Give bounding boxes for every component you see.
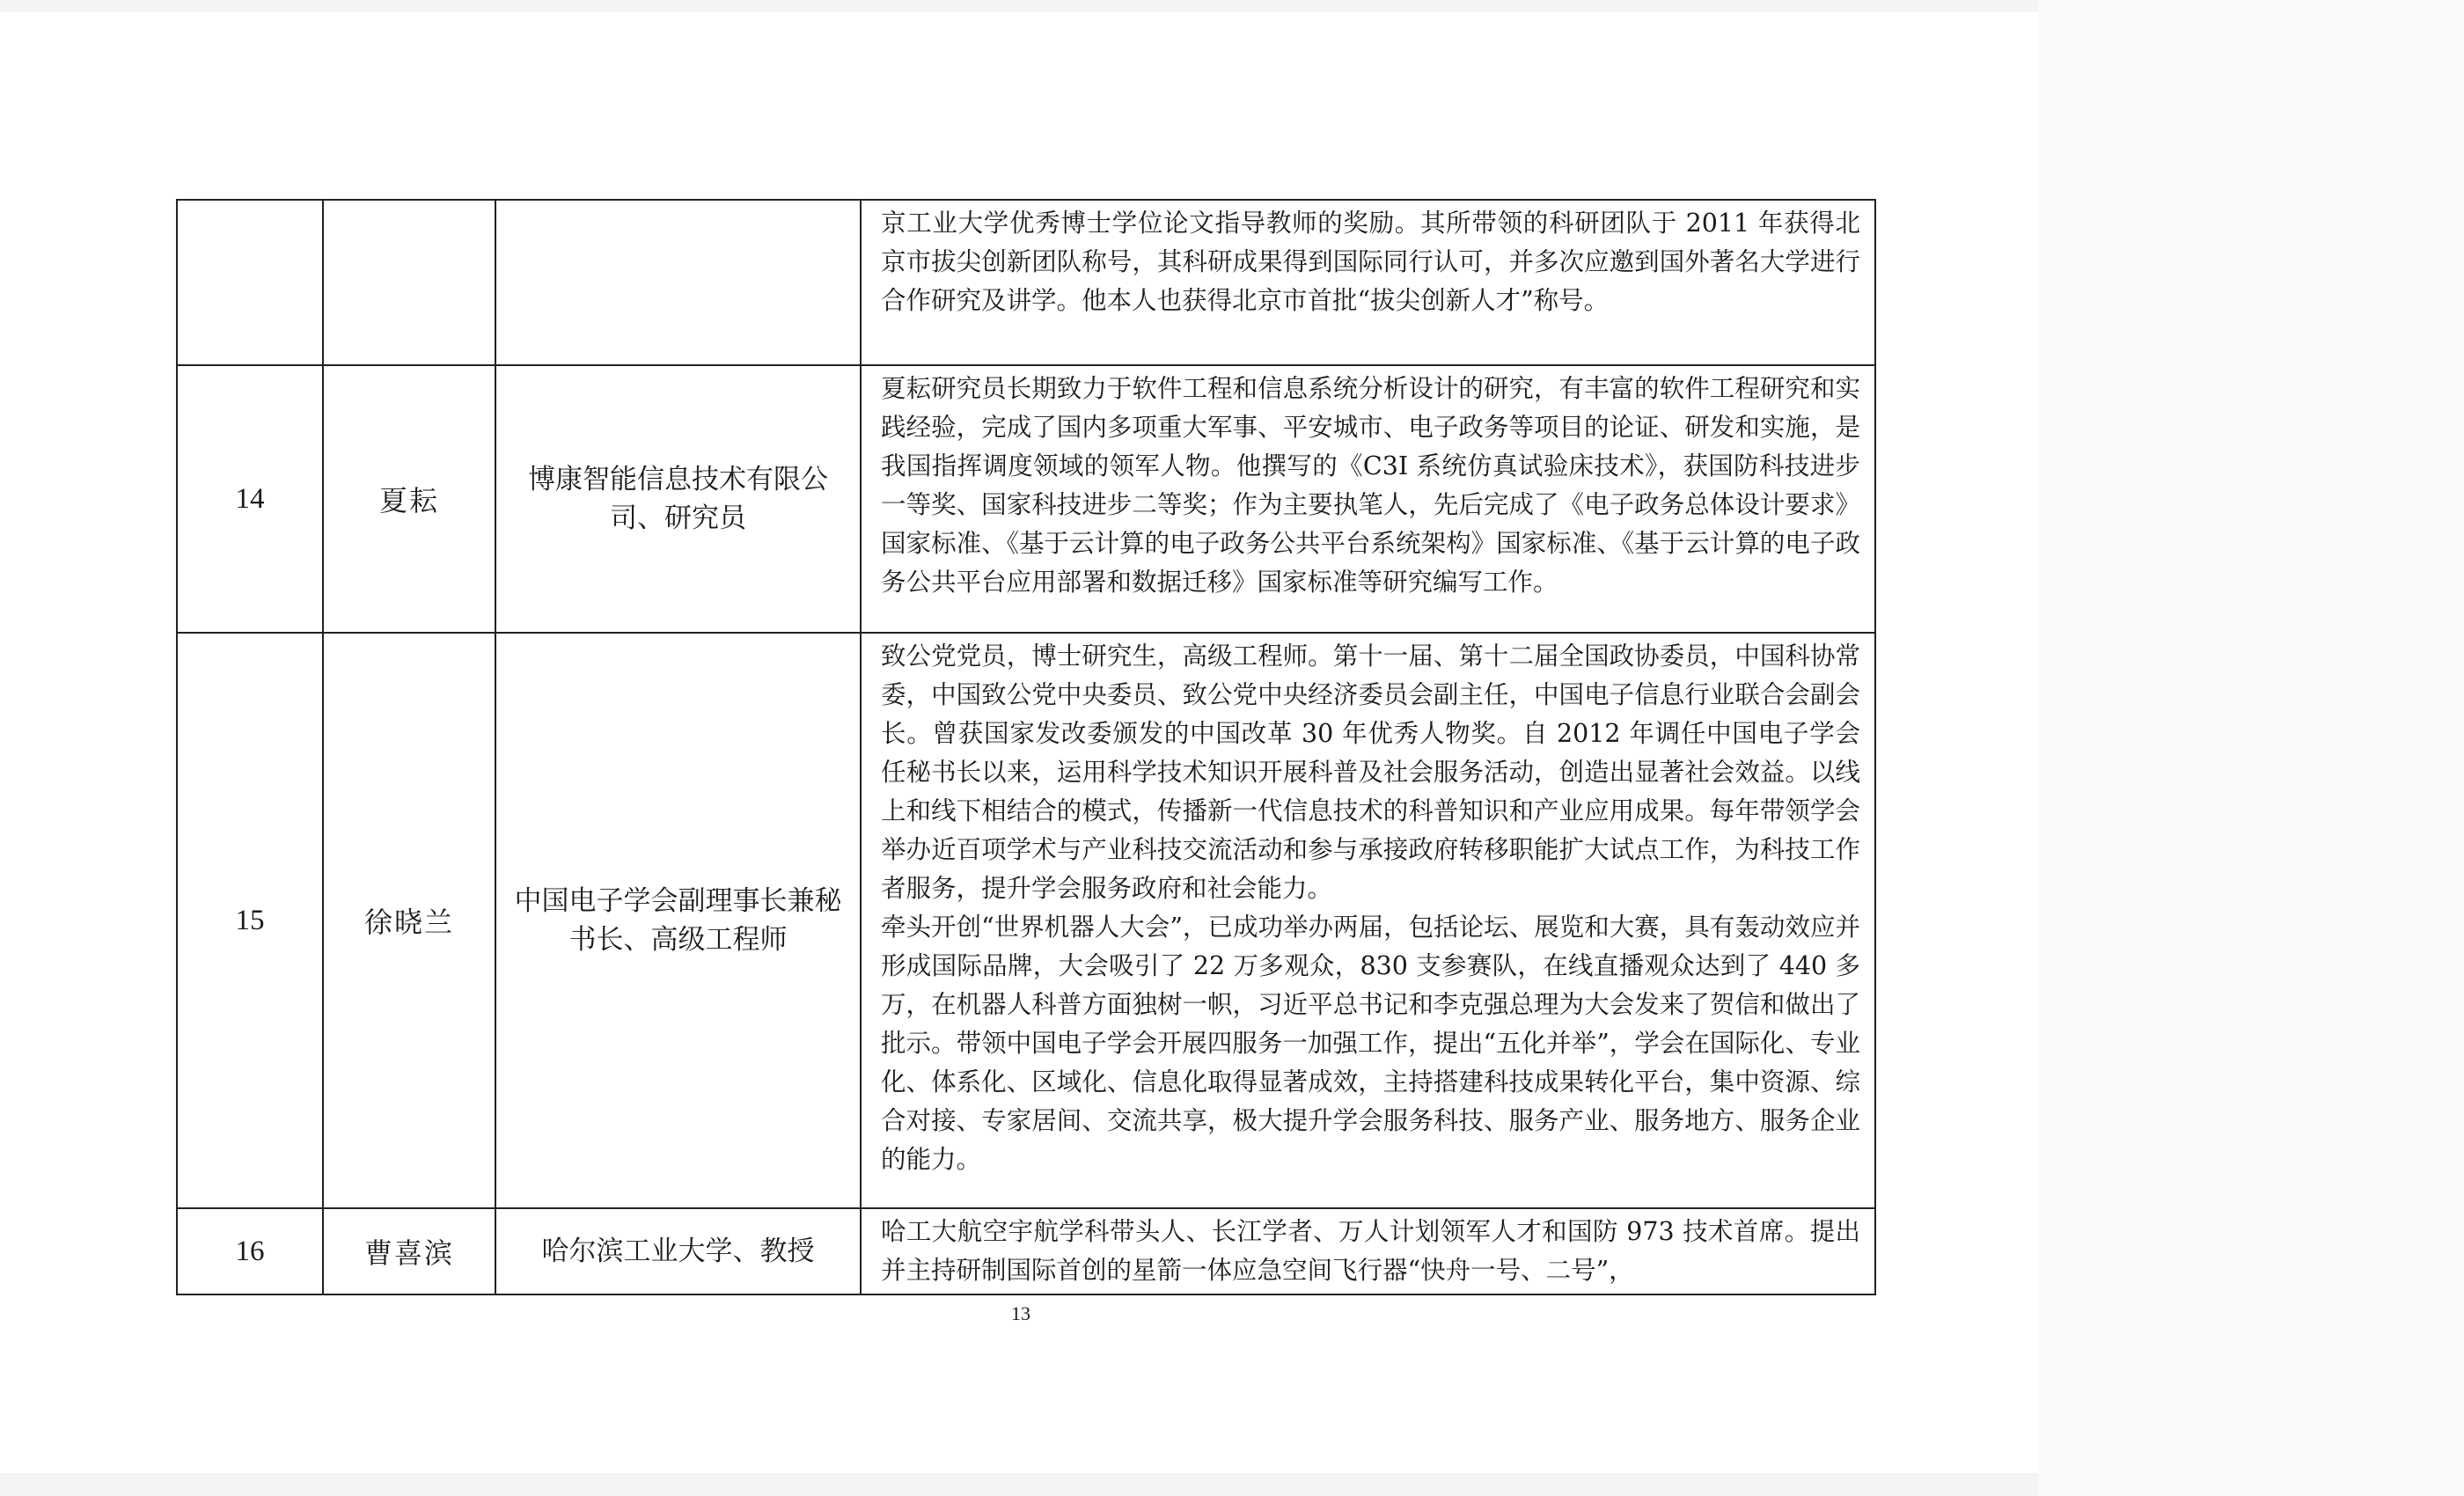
description-paragraph: 致公党党员，博士研究生，高级工程师。第十一届、第十二届全国政协委员，中国科协常委，中国致公党中央委员、致公党中央经济委员会副主任，中国电子信息行业联合会副会长。曾获国家发改委颁发的中国改革 30 年优秀人物奖。自 2012 年调任中国电子学会任秘书长以来，运用科学技术知识开展科普及社会服务活动，创造出显著社会效益。以线上和线下相结合的模式，传播新一代信息技术的科普知识和产业应用成果。每年带领学会举办近百项学术与产业科技交流活动和参与承接政府转移职能扩大试点工作，为科技工作者服务，提升学会服务政府和社会能力。 bbox=[881, 642, 1860, 903]
person-name-cell: 徐晓兰 bbox=[323, 633, 495, 1208]
description-paragraph: 京工业大学优秀博士学位论文指导教师的奖励。其所带领的科研团队于 2011 年获得北京市拔尖创新团队称号，其科研成果得到国际同行认可，并多次应邀到国外著名大学进行合作研究及讲学。他本人也获得北京市首批“拔尖创新人才”称号。 bbox=[881, 209, 1860, 315]
unit-title-cell bbox=[495, 200, 861, 365]
row-number-cell bbox=[177, 200, 323, 365]
person-name-cell: 曹喜滨 bbox=[323, 1208, 495, 1294]
row-number-cell: 16 bbox=[177, 1208, 323, 1294]
description-paragraph: 牵头开创“世界机器人大会”，已成功举办两届，包括论坛、展览和大赛，具有轰动效应并形成国际品牌，大会吸引了 22 万多观众，830 支参赛队，在线直播观众达到了 440 多万，在机器人科普方面独树一帜，习近平总书记和李克强总理为大会发来了贺信和做出了批示。带领中国电子学会开展四服务一加强工作，提出“五化并举”，学会在国际化、专业化、体系化、区域化、信息化取得显著成效，主持搭建科技成果转化平台，集中资源、综合对接、专家居间、交流共享，极大提升学会服务科技、服务产业、服务地方、服务企业的能力。 bbox=[881, 913, 1860, 1174]
unit-title-cell: 哈尔滨工业大学、教授 bbox=[495, 1208, 861, 1294]
unit-title-cell: 中国电子学会副理事长兼秘书长、高级工程师 bbox=[495, 633, 861, 1208]
page-number: 13 bbox=[1011, 1302, 1030, 1324]
row-number-cell: 15 bbox=[177, 633, 323, 1208]
description-cell bbox=[861, 365, 1875, 633]
description-cell bbox=[861, 633, 1875, 1208]
row-number-cell: 14 bbox=[177, 365, 323, 633]
table-row bbox=[177, 200, 1875, 365]
table-row bbox=[177, 633, 1875, 1208]
description-cell bbox=[861, 200, 1875, 365]
scan-margin bbox=[2038, 0, 2464, 1496]
description-cell bbox=[861, 1208, 1875, 1294]
description-paragraph: 夏耘研究员长期致力于软件工程和信息系统分析设计的研究，有丰富的软件工程研究和实践经验，完成了国内多项重大军事、平安城市、电子政务等项目的论证、研发和实施，是我国指挥调度领域的领军人物。他撰写的《C3I 系统仿真试验床技术》，获国防科技进步一等奖、国家科技进步二等奖；作为主要执笔人，先后完成了《电子政务总体设计要求》国家标准、《基于云计算的电子政务公共平台系统架构》国家标准、《基于云计算的电子政务公共平台应用部署和数据迁移》国家标准等研究编写工作。 bbox=[881, 374, 1860, 597]
person-name-cell bbox=[323, 200, 495, 365]
description-paragraph: 哈工大航空宇航学科带头人、长江学者、万人计划领军人才和国防 973 技术首席。提出并主持研制国际首创的星箭一体应急空间飞行器“快舟一号、二号”， bbox=[881, 1217, 1860, 1285]
table-row bbox=[177, 365, 1875, 633]
personnel-table bbox=[176, 199, 1876, 1295]
unit-title-cell: 博康智能信息技术有限公司、研究员 bbox=[495, 365, 861, 633]
table-row bbox=[177, 1208, 1875, 1294]
person-name-cell: 夏耘 bbox=[323, 365, 495, 633]
